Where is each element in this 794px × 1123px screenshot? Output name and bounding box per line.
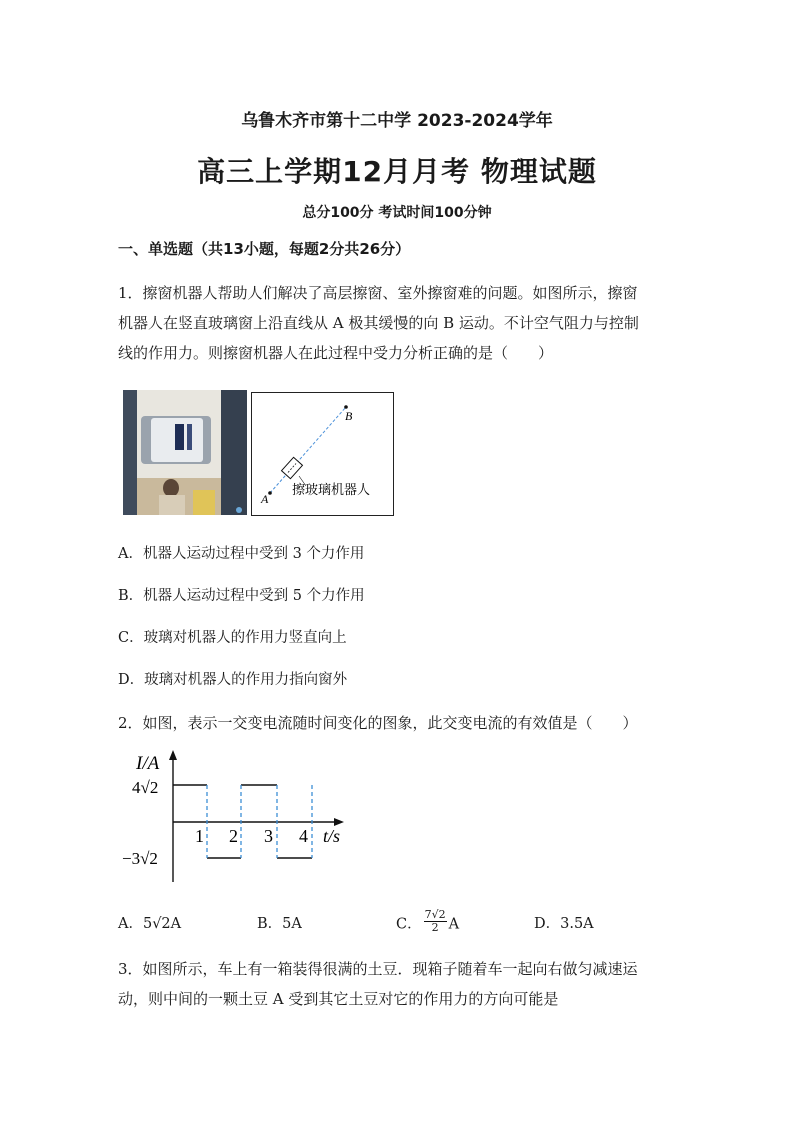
question-1-text: [118, 278, 678, 368]
x-axis-arrow: [334, 818, 344, 826]
robot-path-drawing: [252, 393, 393, 515]
question-1-line-2: 机器人在竖直玻璃窗上沿直线从 A 极其缓慢的向 B 运动。不计空气阻力与控制: [118, 314, 639, 332]
question-2-option-d[interactable]: D．3.5A: [534, 916, 594, 932]
tick-label-3: 3: [264, 826, 273, 846]
point-b-label: B: [345, 409, 353, 423]
y-negative-label: −3√2: [122, 849, 158, 868]
tick-label-2: 2: [229, 826, 238, 846]
question-2-option-a[interactable]: A．5√2A: [118, 916, 182, 932]
school-year-heading: 乌鲁木齐市第十二中学 2023-2024学年: [241, 111, 553, 131]
window-robot-photo-drawing: [123, 390, 247, 515]
section-heading: 一、单选题（共13小题，每题2分共26分）: [118, 240, 411, 258]
y-positive-label: 4√2: [132, 778, 159, 797]
question-2-option-b[interactable]: B．5A: [257, 916, 302, 932]
x-axis-label: t/s: [323, 826, 341, 846]
question-1-line-3: 线的作用力。则擦窗机器人在此过程中受力分析正确的是（ ）: [118, 344, 554, 362]
question-3-line-2: 动，则中间的一颗土豆 A 受到其它土豆对它的作用力的方向可能是: [118, 990, 559, 1008]
exam-subtitle: 总分100分 考试时间100分钟: [302, 205, 492, 221]
question-3-line-1: 3．如图所示，车上有一箱装得很满的土豆．现箱子随着车一起向右做匀减速运: [118, 960, 638, 978]
question-1-option-c[interactable]: C．玻璃对机器人的作用力竖直向上: [118, 630, 347, 646]
robot-path-diagram: [251, 392, 394, 516]
option-c-prefix: C．: [396, 916, 422, 933]
window-robot-photo: [123, 390, 247, 515]
exam-title: 高三上学期12月月考 物理试题: [197, 155, 597, 188]
question-1-option-b[interactable]: B．机器人运动过程中受到 5 个力作用: [118, 588, 365, 604]
option-c-fraction: [424, 909, 447, 934]
robot-label: 擦玻璃机器人: [292, 482, 371, 497]
tick-label-1: 1: [195, 826, 204, 846]
current-time-graph: [118, 742, 358, 892]
question-3-text: [118, 954, 678, 1014]
point-a-label: A: [261, 492, 269, 506]
option-c-denominator: 2: [431, 921, 439, 934]
tick-label-4: 4: [299, 826, 308, 846]
option-c-unit: A: [448, 916, 460, 933]
path-line: [270, 407, 346, 493]
y-axis-arrow: [169, 750, 177, 760]
robot-box-icon: [282, 457, 303, 478]
question-2-option-c[interactable]: [396, 908, 460, 937]
point-a-dot: [268, 491, 272, 495]
option-c-numerator: 7√2: [424, 908, 446, 921]
question-2-text: 2．如图，表示一交变电流随时间变化的图象，此交变电流的有效值是（ ）: [118, 714, 638, 732]
y-axis-label: I/A: [136, 753, 160, 774]
question-1-line-1: 1．擦窗机器人帮助人们解决了高层擦窗、室外擦窗难的问题。如图所示，擦窗: [118, 284, 638, 302]
question-1-option-a[interactable]: A．机器人运动过程中受到 3 个力作用: [118, 546, 365, 562]
question-1-option-d[interactable]: D．玻璃对机器人的作用力指向窗外: [118, 672, 348, 688]
